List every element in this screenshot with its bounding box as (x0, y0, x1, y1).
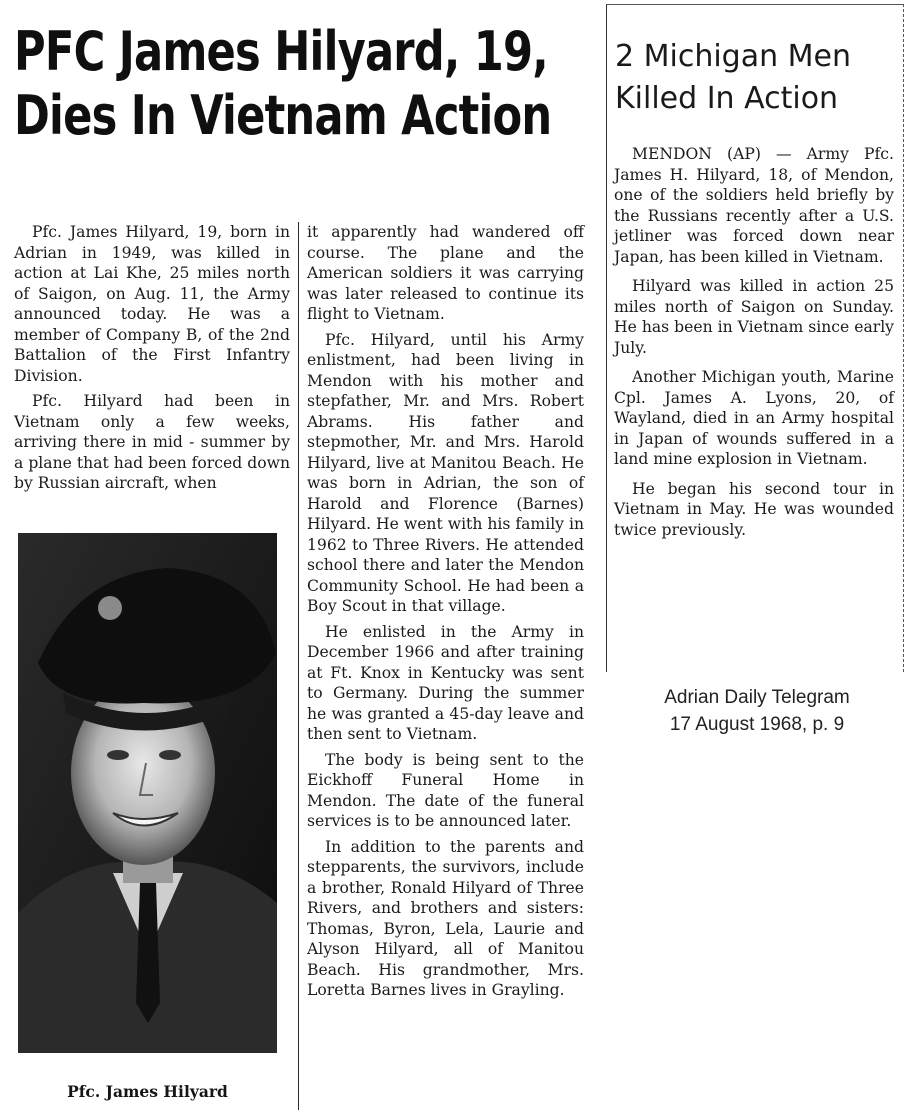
photo-caption: Pfc. James Hilyard (67, 1082, 228, 1101)
article-paragraph: MENDON (AP) — Army Pfc. James H. Hilyard, 18, of Mendon, one of the soldiers held briefly by the Russians recently after a U.S. jetliner was forced down near Japan, has been killed in Vietnam. (614, 145, 894, 266)
source-credit (612, 684, 902, 738)
main-headline-line2: Dies In Vietnam Action (14, 84, 552, 147)
soldier-portrait-photo (18, 533, 277, 1053)
article-paragraph: Pfc. James Hilyard, 19, born in Adrian in 1949, was killed in action at Lai Khe, 25 miles north of Saigon, on Aug. 11, the Army announced today. He was a member of Company B, of the 2nd Battalion of the First Infantry Division. (14, 223, 290, 385)
main-headline (14, 20, 552, 148)
article-paragraph: He began his second tour in Vietnam in May. He was wounded twice previously. (614, 479, 894, 539)
side-article-column (614, 144, 894, 540)
column-divider (298, 222, 299, 1110)
source-date: 17 August 1968, p. 9 (669, 714, 845, 735)
side-headline-line1: 2 Michigan Men (615, 39, 852, 74)
article-paragraph: In addition to the parents and stepparents, the survivors, include a brother, Ronald Hilyard of Three Rivers, and brothers and sisters: Thomas, Byron, Lela, Laurie and Alyson Hilyard, all of Manitou Beach. His grandmother, Mrs. Loretta Barnes lives in Grayling. (307, 837, 584, 999)
article-paragraph: Hilyard was killed in action 25 miles north of Saigon on Sunday. He has been in Vietnam since early July. (614, 277, 894, 357)
portrait-illustration (18, 533, 277, 1053)
side-headline-line2: Killed In Action (615, 81, 839, 116)
article-paragraph: Pfc. Hilyard had been in Vietnam only a few weeks, arriving there in mid - summer by a plane that had been forced down by Russian aircraft, when (14, 392, 290, 492)
main-headline-line1: PFC James Hilyard, 19, (14, 20, 548, 83)
side-headline (615, 36, 900, 120)
article-paragraph: Pfc. Hilyard, until his Army enlistment, had been living in Mendon with his mother and stepfather, Mr. and Mrs. Robert Abrams. His father and stepmother, Mr. and Mrs. Harold Hilyard, live at Manitou Beach. He was born in Adrian, the son of Harold and Florence (Barnes) Hilyard. He went with his family in 1962 to Three Rivers. He attended school there and later the Mendon Community School. He had been a Boy Scout in that village. (307, 330, 584, 615)
article-paragraph: Another Michigan youth, Marine Cpl. James A. Lyons, 20, of Wayland, died in an Army hospital in Japan of wounds suffered in a land mine explosion in Vietnam. (614, 368, 894, 468)
source-publication: Adrian Daily Telegram (664, 687, 850, 708)
article-column-2 (307, 222, 584, 1001)
article-paragraph: He enlisted in the Army in December 1966 and after training at Ft. Knox in Kentucky was sent to Germany. During the summer he was granted a 45-day leave and then sent to Vietnam. (307, 622, 584, 743)
article-paragraph: The body is being sent to the Eickhoff Funeral Home in Mendon. The date of the funeral services is to be announced later. (307, 750, 584, 830)
article-column-1 (14, 222, 290, 494)
article-paragraph: it apparently had wandered off course. The plane and the American soldiers it was carrying was later released to continue its flight to Vietnam. (307, 223, 584, 323)
